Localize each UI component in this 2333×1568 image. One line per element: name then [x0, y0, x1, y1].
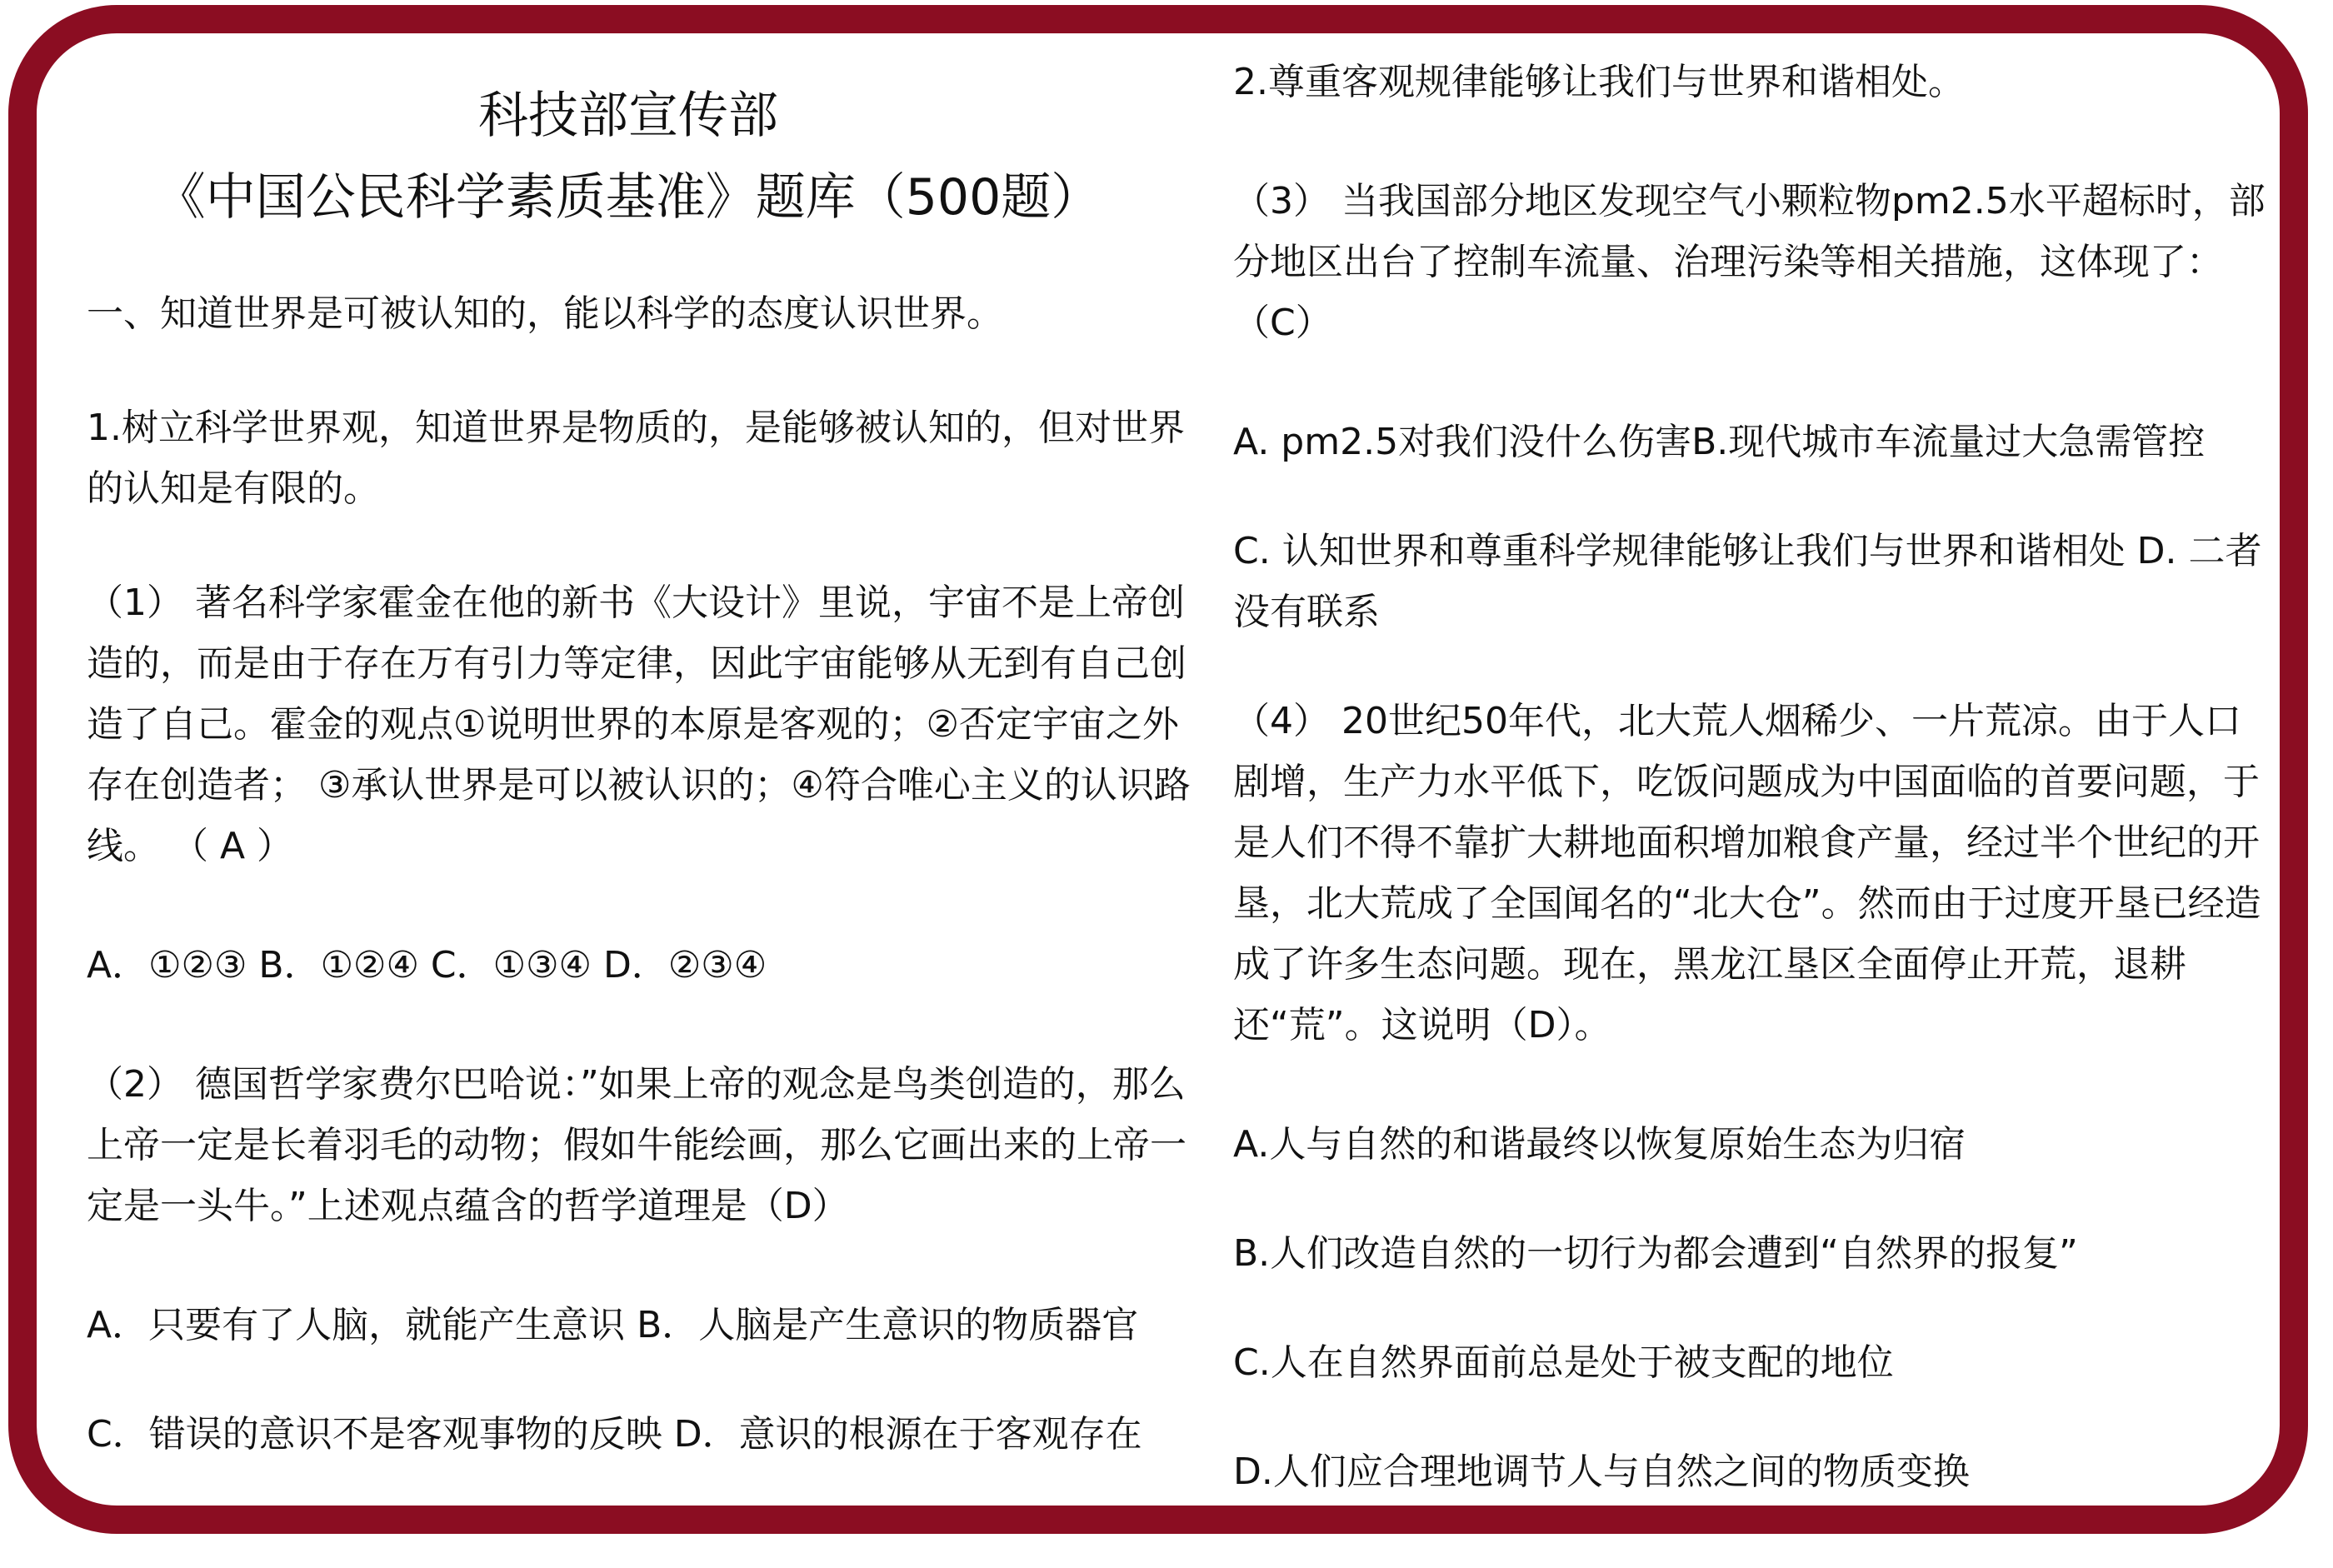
question-2-options-cd: C．错误的意识不是客观事物的反映 D．意识的根源在于客观存在 [87, 1413, 1142, 1456]
question-1: （1） 著名科学家霍金在他的新书《大设计》里说，宇宙不是上帝创造的，而是由于存在万有引力等定律，因此宇宙能够从无到有自己创造了自己。霍金的观点①说明世界的本原是客观的；②否定宇宙之外存在创造者； ③承认世界是可以被认识的；④符合唯心主义的认识路线。 （ A ） [87, 582, 1191, 867]
question-4-option-b: B.人们改造自然的一切行为都会遭到“自然界的报复” [1233, 1232, 2078, 1275]
right-column [1233, 52, 2266, 1502]
section-heading-1: 一、知道世界是可被认知的，能以科学的态度认识世界。 [87, 292, 1003, 335]
left-column [87, 75, 1195, 1465]
question-2: （2） 德国哲学家费尔巴哈说：”如果上帝的观念是鸟类创造的，那么上帝一定是长着羽毛的动物；假如牛能绘画，那么它画出来的上帝一定是一头牛。”上述观点蕴含的哲学道理是（D） [87, 1063, 1186, 1227]
question-4-option-c: C.人在自然界面前总是处于被支配的地位 [1233, 1341, 1894, 1384]
question-1-options: A．①②③ B．①②④ C．①③④ D．②③④ [87, 944, 767, 986]
question-3-options-cd: C. 认知世界和尊重科学规律能够让我们与世界和谐相处 D. 二者没有联系 [1233, 530, 2262, 633]
document-title [87, 75, 1170, 238]
question-3-options-ab: A. pm2.5对我们没什么伤害B.现代城市车流量过大急需管控 [1233, 421, 2206, 463]
question-4-option-d: D.人们应合理地调节人与自然之间的物质变换 [1233, 1451, 1970, 1493]
title-line-2: 《中国公民科学素质基准》题库（500题） [155, 168, 1102, 227]
question-4-option-a: A.人与自然的和谐最终以恢复原始生态为归宿 [1233, 1123, 1966, 1166]
title-line-1: 科技部宣传部 [478, 87, 778, 145]
item-2: 2.尊重客观规律能够让我们与世界和谐相处。 [1233, 61, 1965, 103]
question-2-options-ab: A．只要有了人脑，就能产生意识 B．人脑是产生意识的物质器官 [87, 1304, 1139, 1346]
question-4: （4） 20世纪50年代，北大荒人烟稀少、一片荒凉。由于人口剧增，生产力水平低下，吃饭问题成为中国面临的首要问题，于是人们不得不靠扩大耕地面积增加粮食产量，经过半个世纪的开垦，北大荒成了全国闻名的“北大仓”。然而由于过度开垦已经造成了许多生态问题。现在，黑龙江垦区全面停止开荒，退耕还“荒”。这说明（D）。 [1233, 700, 2261, 1046]
question-3: （3） 当我国部分地区发现空气小颗粒物pm2.5水平超标时，部分地区出台了控制车流量、治理污染等相关措施，这体现了：（C） [1233, 180, 2266, 344]
item-1: 1.树立科学世界观，知道世界是物质的，是能够被认知的，但对世界的认知是有限的。 [87, 407, 1185, 510]
